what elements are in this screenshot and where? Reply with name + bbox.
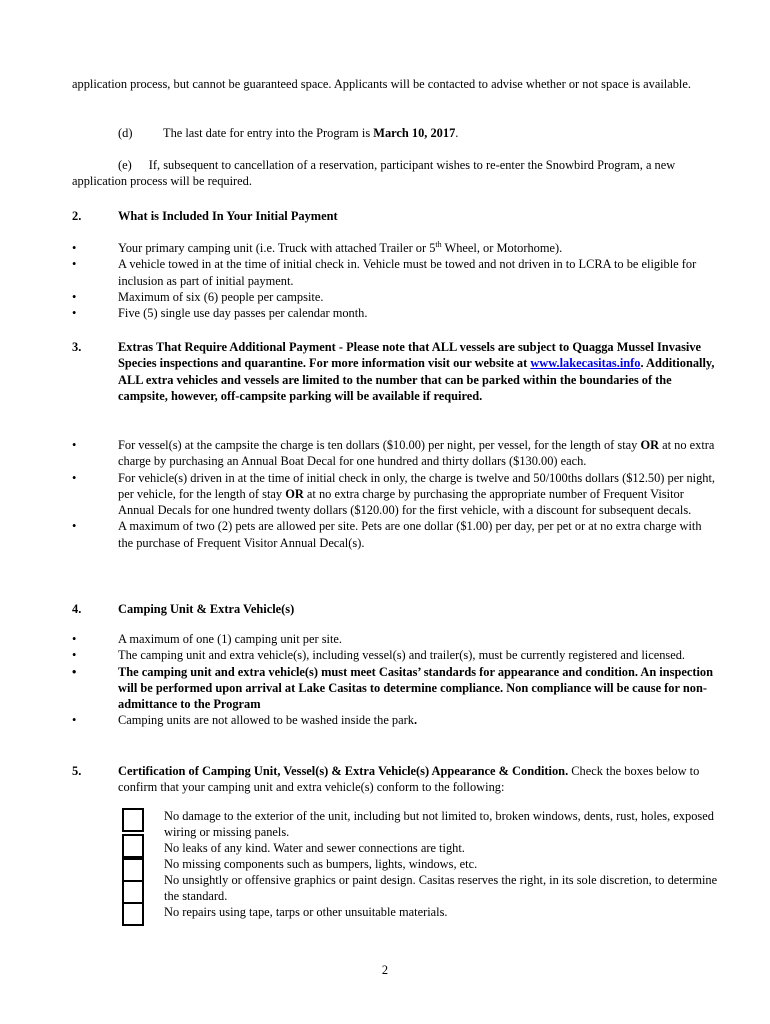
certification-checklist (122, 808, 722, 920)
checklist-text: No damage to the exterior of the unit, including but not limited to, broken windows, dents, rust, holes, exposed wiring or missing panels. (164, 809, 714, 840)
section-title-part: Extras That Require Additional Payment - Please note that ALL vessels are subject to Quagga Mussel Invasive Species inspections and quarantine. For more information visit our website at (118, 340, 702, 371)
checklist-item (122, 840, 722, 856)
continued-paragraph (72, 76, 717, 92)
continued-text: application process, but cannot be guaranteed space. Applicants will be contacted to advise whether or not space is available. (72, 77, 691, 91)
section-title-part: . Additionally, ALL extra vehicles and vessels are limited to the number that can be parked within the boundaries of the campsite, however, off-campsite parking will be available if required. (118, 356, 715, 403)
list-item (72, 437, 717, 470)
checklist-item (122, 856, 722, 872)
page-number: 2 (381, 963, 389, 977)
clause-d-marker: (d) (118, 126, 133, 140)
checklist-text: No missing components such as bumpers, lights, windows, etc. (164, 857, 478, 871)
section-title (118, 763, 717, 796)
section-title (118, 339, 717, 404)
item-text-tail: at no extra charge by purchasing the appropriate number of Frequent Visitor Annual Decals for one hundred twenty dollars ($120.00) for the first vehicle, with a discount for subsequent decals. (118, 486, 692, 518)
item-text: Camping units are not allowed to be washed inside the park (118, 713, 414, 728)
clause-e-text: If, subsequent to cancellation of a reservation, participant wishes to re-enter the Snowbird Program, a new application process will be required. (72, 158, 676, 189)
item-text-end: . (413, 713, 418, 728)
section-title-bold: Certification of Camping Unit, Vessel(s) & Extra Vehicle(s) Appearance & Condition. (118, 764, 569, 778)
checkbox[interactable] (122, 808, 144, 832)
section-number: 3. (72, 340, 82, 354)
section-title-tail: Check the boxes below to confirm that your camping unit and extra vehicle(s) conform to the following: (118, 764, 700, 795)
section-2-heading (72, 208, 717, 225)
emphasis-or: OR (640, 438, 660, 452)
section-3-list (72, 437, 717, 551)
checklist-text: No unsightly or offensive graphics or paint design. Casitas reserves the right, in its sole discretion, to determine the standard. (164, 873, 718, 904)
list-item: • The camping unit and extra vehicle(s) must meet Casitas’ standards for appearance and condition. An inspection will be performed upon arrival at Lake Casitas to determine compliance. Non compliance will be cause for non-admittance to the Program (72, 664, 717, 713)
checkbox[interactable] (122, 834, 144, 858)
section-4-heading (72, 601, 717, 618)
checklist-text: No leaks of any kind. Water and sewer connections are tight. (164, 841, 465, 855)
clause-d-text (163, 125, 458, 141)
section-2-list (72, 240, 717, 321)
section-4-list (72, 631, 717, 729)
section-3-heading (72, 339, 717, 404)
checklist-text: No repairs using tape, tarps or other unsuitable materials. (164, 905, 448, 919)
checklist-item (122, 904, 722, 920)
item-text: For vessel(s) at the campsite the charge is ten dollars ($10.00) per night, per vessel, for the length of stay (118, 438, 641, 452)
checkbox[interactable] (122, 902, 144, 926)
clause-e-marker: (e) (118, 158, 132, 172)
item-text-tail: at no extra charge by purchasing an Annual Boat Decal for one hundred and thirty dollars ($130.00) each. (118, 438, 715, 469)
section-number: 5. (72, 764, 82, 778)
list-item: • Five (5) single use day passes per calendar month. (72, 305, 717, 321)
superscript: th (435, 239, 442, 249)
checklist-item (122, 872, 722, 904)
list-item (72, 712, 717, 728)
list-item: • The camping unit and extra vehicle(s), including vessel(s) and trailer(s), must be currently registered and licensed. (72, 647, 717, 663)
section-5-heading (72, 763, 717, 796)
list-item: • A maximum of one (1) camping unit per site. (72, 631, 717, 647)
item-text: Your primary camping unit (i.e. Truck with attached Trailer or 5 (118, 241, 436, 255)
clause-d-date: March 10, 2017 (373, 126, 456, 140)
website-link[interactable]: www.lakecasitas.info (530, 356, 641, 371)
section-number: 4. (72, 602, 82, 616)
list-item (72, 240, 717, 256)
list-item (72, 470, 717, 519)
clause-d-body: The last date for entry into the Program is (163, 126, 374, 140)
item-text-tail: Wheel, or Motorhome). (441, 241, 563, 255)
clause-d-end: . (455, 126, 459, 140)
clause-e (72, 157, 717, 190)
emphasis-or: OR (285, 486, 304, 501)
section-number: 2. (72, 209, 82, 223)
list-item: • Maximum of six (6) people per campsite. (72, 289, 717, 305)
checkbox[interactable] (122, 880, 144, 904)
checklist-item (122, 808, 722, 840)
item-text: For vehicle(s) driven in at the time of initial check in only, the charge is twelve and 50/100ths dollars ($12.50) per night, per vehicle, for the length of stay (118, 470, 716, 501)
section-title: Camping Unit & Extra Vehicle(s) (118, 602, 295, 616)
list-item: • A vehicle towed in at the time of initial check in. Vehicle must be towed and not driven in to LCRA to be eligible for inclusion as part of initial payment. (72, 256, 717, 289)
section-title: What is Included In Your Initial Payment (118, 209, 338, 223)
list-item: • A maximum of two (2) pets are allowed per site. Pets are one dollar ($1.00) per day, per pet or at no extra charge with the purchase of Frequent Visitor Annual Decal(s). (72, 518, 717, 551)
